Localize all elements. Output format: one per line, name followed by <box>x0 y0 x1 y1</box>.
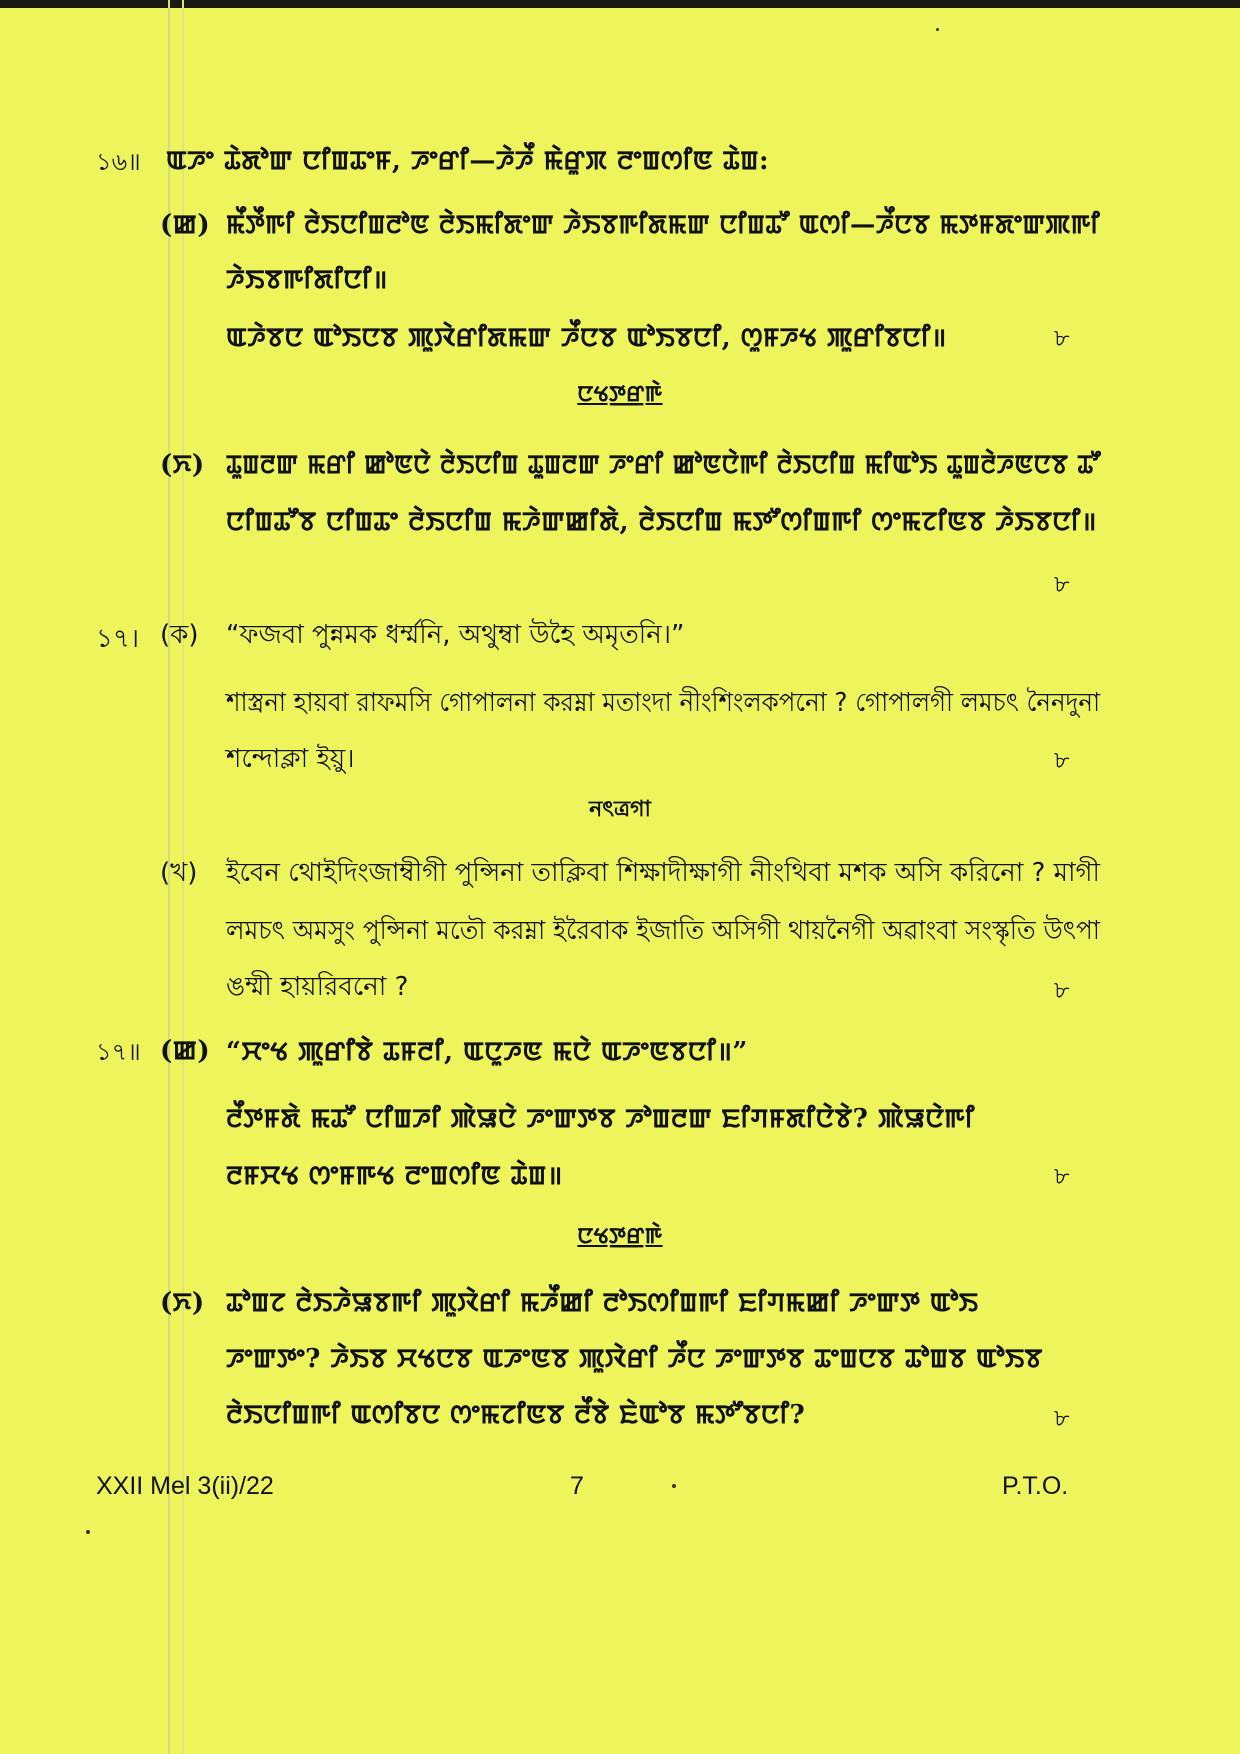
question-text-line: ꯊꯣꯡꯖ ꯂꯥꯏꯍꯥꯎꯕꯒꯤ ꯄꯨꯋꯥꯔꯤ ꯃꯍꯩꯀꯤ ꯂꯣꯏꯁꯤꯡꯒꯤ ꯐꯤꯚꯃꯀꯤ ꯍꯦꯛꯇ ꯑꯣꯏ <box>226 1288 979 1318</box>
question-text-line: শাস্ত্রনা হায়বা রাফমসি গোপালনা করম্না মতাংদা নীংশিংলকপনো ? গোপালগী লমচৎ নৈনদুনা <box>226 688 1101 718</box>
scan-speck <box>936 28 939 31</box>
question-text-line: ꯍꯥꯏꯕꯒꯤꯗꯤꯅꯤ॥ <box>226 265 388 295</box>
question-text-line: ꯂꯝꯆꯠ ꯁꯦꯝꯒꯠ ꯂꯦꯡꯁꯤꯟ ꯊꯥꯡ॥ <box>226 1161 563 1191</box>
top-scan-edge <box>0 0 1240 8</box>
question-text-line: ꯃꯩꯇꯩꯒꯤ ꯂꯥꯏꯅꯤꯡꯂꯣꯟ ꯂꯥꯏꯃꯤꯗꯦꯛ ꯍꯥꯏꯕꯒꯤꯗꯃꯛ ꯅꯤꯡꯊꯧ ꯑꯁꯤ—ꯍꯩꯅꯕ ꯃꯇꯝꯗꯦꯛꯄꯒꯤ <box>226 210 1101 240</box>
question-text-line: ꯑꯍꯥꯕꯅ ꯑꯣꯏꯅꯕ ꯄꯨꯋꯥꯔꯤꯗꯃꯛ ꯍꯩꯅꯕ ꯑꯣꯏꯕꯅꯤ, ꯁꯨꯝꯍꯠ ꯄꯨꯔꯤꯕꯅꯤ॥ <box>226 323 947 353</box>
sub-question-label: (ক) <box>160 620 199 650</box>
marks-value: ৮ <box>1054 570 1070 598</box>
page-number: 7 <box>570 1472 584 1500</box>
sub-question-label: (খ) <box>160 858 198 888</box>
scan-speck <box>672 1484 676 1488</box>
sub-question-label: (ꯈ) <box>160 1288 205 1318</box>
question-number: ১৭। <box>96 624 140 654</box>
paper-code: XXII Mel 3(ii)/22 <box>96 1472 274 1500</box>
marks-value: ৮ <box>1054 746 1070 774</box>
sub-question-label: (ꯀ) <box>160 210 211 240</box>
marks-value: ৮ <box>1054 324 1070 352</box>
question-text-line: ꯂꯥꯏꯅꯤꯡꯒꯤ ꯑꯁꯤꯕꯅ ꯁꯦꯃꯖꯤꯟꯕ ꯂꯩꯕꯥ ꯐꯥꯑꯣꯕ ꯃꯇꯧꯕꯅꯤ? <box>226 1400 806 1430</box>
question-quote: “ফজবা পুন্নমক ধর্ম্মনি, অথুম্বা উহৈ অমৃতনি।” <box>226 620 685 650</box>
question-text-line: ꯂꯩꯇꯝꯗꯥ ꯃꯊꯧ ꯅꯤꯡꯍꯤ ꯄꯥꯎꯅꯥ ꯍꯦꯛꯇꯕ ꯍꯣꯡꯂꯛ ꯐꯤꯚꯝꯗꯤꯅꯥꯕꯥ? ꯄꯥꯎꯅꯥꯒꯤ <box>226 1104 975 1134</box>
question-text-line: লমচৎ অমসুং পুন্সিনা মতৌ করম্না ইরৈবাক ইজাতি অসিগী থায়নৈগী অৱাংবা সংস্কৃতি উৎপা <box>226 916 1101 946</box>
marks-value: ৮ <box>1054 1162 1070 1190</box>
sub-question-label: (ꯈ) <box>160 450 205 480</box>
question-text-line: শন্দোক্লা ইয়ু। <box>226 744 355 774</box>
question-text-line: ꯊꯨꯡꯂꯛ ꯃꯔꯤ ꯀꯣꯟꯅꯥ ꯂꯥꯏꯅꯤꯡ ꯊꯨꯡꯂꯛ ꯍꯦꯔꯤ ꯀꯣꯟꯅꯥꯒꯤ ꯂꯥꯏꯅꯤꯡ ꯃꯤꯑꯣꯏ ꯊꯨꯡꯂꯥꯍꯟꯅꯕ ꯊꯧ <box>226 450 1101 480</box>
question-text-line: ইবেন থোইদিংজাম্বীগী পুন্সিনা তাক্লিবা শিক্ষাদীক্ষাগী নীংথিবা মশক অসি করিনো ? মাগী <box>226 858 1100 888</box>
question-text-line: ꯅꯤꯡꯊꯧꯕ ꯅꯤꯡꯊꯦ ꯂꯥꯏꯅꯤꯡ ꯃꯍꯥꯛꯀꯤꯗꯥ, ꯂꯥꯏꯅꯤꯡ ꯃꯇꯧꯁꯤꯡꯒꯤ ꯁꯦꯃꯖꯤꯟꯕ ꯍꯥꯏꯕꯅꯤ॥ <box>226 507 1097 537</box>
or-divider: ꯅꯠꯇ꯭ꯔꯒꯥ <box>577 381 663 407</box>
question-quote: “ꯆꯦꯠ ꯄꯨꯔꯤꯕꯥ ꯊꯝꯂꯤ, ꯑꯅꯨꯍꯟ ꯃꯅꯥ ꯑꯍꯦꯟꯕꯅꯤ॥” <box>226 1037 748 1067</box>
question-intro: ꯑꯍꯦ ꯊꯥꯗꯣꯛ ꯅꯤꯡꯊꯦꯝ, ꯍꯦꯔꯤ—ꯍꯥꯍꯩ ꯃꯥꯔꯨꯞ ꯂꯦꯡꯁꯤꯟ ꯊꯥꯡ: <box>166 146 770 176</box>
question-number: ১৭॥ <box>96 1038 141 1066</box>
sub-question-label: (ꯀ) <box>160 1036 211 1066</box>
please-turn-over: P.T.O. <box>1002 1472 1069 1500</box>
or-divider: নৎত্রগা <box>589 797 651 822</box>
question-text-line: ꯍꯦꯛꯇꯦ? ꯍꯥꯏꯕ ꯆꯠꯅꯕ ꯑꯍꯦꯟꯕ ꯄꯨꯋꯥꯔꯤ ꯍꯩꯅ ꯍꯦꯛꯇꯕ ꯊꯦꯡꯅꯕ ꯊꯣꯡꯕ ꯑꯣꯏꯕ <box>226 1344 1043 1374</box>
question-number: ১৬॥ <box>96 148 141 176</box>
marks-value: ৮ <box>1054 1404 1070 1432</box>
scan-speck <box>86 1530 90 1534</box>
question-text-line: ঙম্মী হায়রিবনো ? <box>226 972 409 1002</box>
or-divider: ꯅꯠꯇ꯭ꯔꯒꯥ <box>577 1223 663 1249</box>
marks-value: ৮ <box>1054 976 1070 1004</box>
